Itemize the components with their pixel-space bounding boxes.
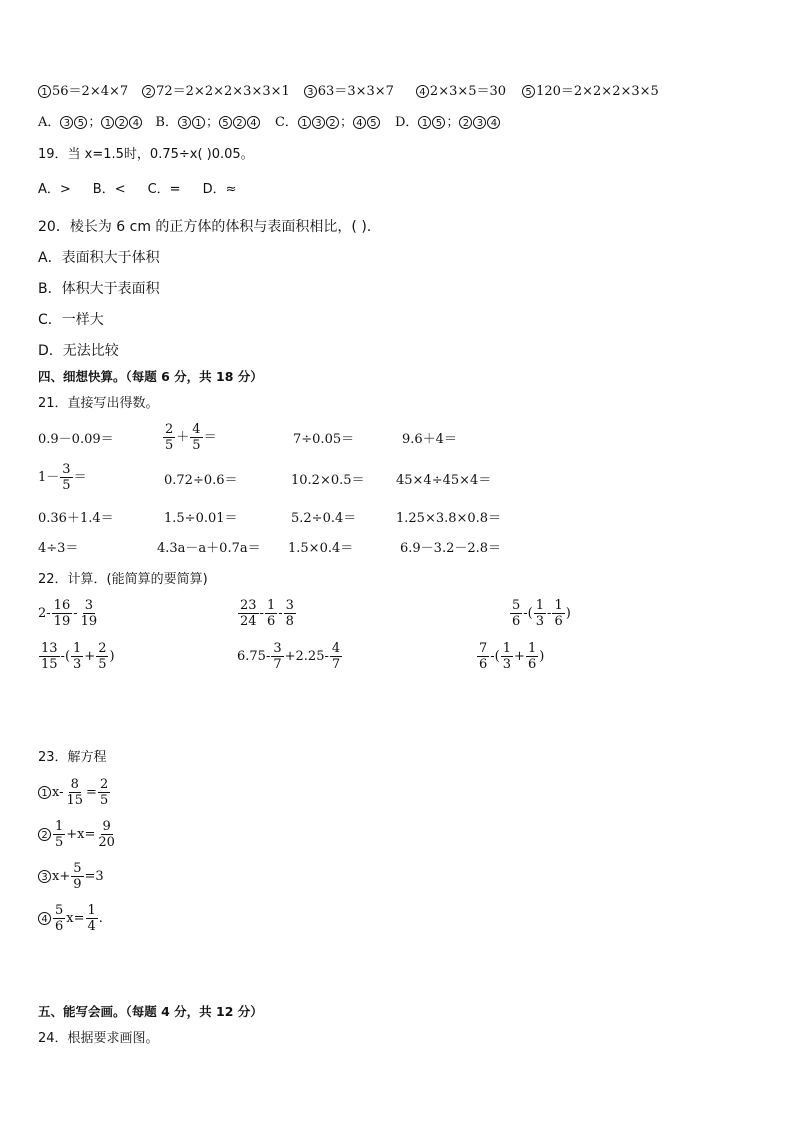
q18-statements xyxy=(38,85,659,98)
fraction: $\frac{5}{6}$ xyxy=(512,598,521,629)
fraction: $\frac{4}{5}$ xyxy=(192,422,201,453)
fraction: $\frac{9}{20}$ xyxy=(98,819,115,850)
fraction: $\frac{1}{6}$ xyxy=(527,641,537,672)
q21-r3-a: 0.36＋1.4＝ xyxy=(38,511,114,526)
fraction: $\frac{1}{3}$ xyxy=(73,641,82,672)
q21-r2-d: 45×4÷45×4＝ xyxy=(396,473,492,488)
q22-expr-3: $\frac{5}{6}$ -( $\frac{1}{3}$ - $\frac{1}{6}$ ) xyxy=(512,598,571,629)
q21-r1-d: 9.6＋4＝ xyxy=(402,432,457,447)
q22-expr-2: $\frac{23}{24}$ - $\frac{1}{6}$ - $\frac{3}{8}$ xyxy=(240,598,294,629)
q21-r3-d: 1.25×3.8×0.8＝ xyxy=(396,511,502,526)
q24-stem: 24．根据要求画图。 xyxy=(38,1031,159,1046)
q21-stem: 21．直接写出得数。 xyxy=(38,396,159,411)
q23-eq-1: 1 x- $\frac{8}{15}$ = $\frac{2}{5}$ xyxy=(38,777,111,808)
q23-stem: 23．解方程 xyxy=(38,750,107,765)
fraction: $\frac{3}{5}$ xyxy=(62,462,71,493)
q21-r2-c: 10.2×0.5＝ xyxy=(291,473,365,488)
q18-statement-1: 1 56＝2×4×7 xyxy=(38,85,128,98)
fraction: $\frac{5}{9}$ xyxy=(73,861,82,892)
q22-expr-4: $\frac{13}{15}$ -( $\frac{1}{3}$ + $\frac{2}{5}$ ) xyxy=(41,641,115,672)
fraction: $\frac{2}{5}$ xyxy=(165,422,174,453)
q18-statement-5: 5 120＝2×2×2×3×5 xyxy=(522,85,659,98)
fraction: $\frac{1}{3}$ xyxy=(535,598,545,629)
q22-stem: 22．计算．(能简算的要简算) xyxy=(38,572,208,587)
fraction: $\frac{4}{7}$ xyxy=(331,641,341,672)
q19-option-c[interactable]: C．= xyxy=(147,182,181,197)
fraction: $\frac{13}{15}$ xyxy=(41,641,58,672)
q21-r4-d: 6.9－3.2－2.8＝ xyxy=(400,541,502,556)
q18-options xyxy=(38,116,501,129)
q19-option-a[interactable]: A．> xyxy=(38,182,71,197)
fraction: $\frac{2}{5}$ xyxy=(98,641,107,672)
q21-r1-b: $\frac{2}{5}$ ＋ $\frac{4}{5}$ ＝ xyxy=(165,422,217,453)
q23-eq-4: 4 $\frac{5}{6}$ x= $\frac{1}{4}$ . xyxy=(38,903,103,934)
fraction: $\frac{1}{6}$ xyxy=(554,598,563,629)
q18-option-c[interactable]: C． 1 3 2 ； 4 5 xyxy=(275,116,381,129)
q21-r3-c: 5.2÷0.4＝ xyxy=(291,511,357,526)
fraction: $\frac{1}{6}$ xyxy=(266,598,276,629)
q20-option-d[interactable]: D．无法比较 xyxy=(38,343,119,359)
q23-eq-3: 3 x+ $\frac{5}{9}$ =3 xyxy=(38,861,104,892)
q22-expr-6: $\frac{7}{6}$ -( $\frac{1}{3}$ + $\frac{1}{6}$ ) xyxy=(479,641,545,672)
q23-eq-2: 2 $\frac{1}{5}$ +x= $\frac{9}{20}$ xyxy=(38,819,118,850)
fraction: $\frac{16}{19}$ xyxy=(53,598,71,629)
q20-option-c[interactable]: C．一样大 xyxy=(38,312,104,328)
fraction: $\frac{3}{19}$ xyxy=(80,598,98,629)
fraction: $\frac{1}{5}$ xyxy=(55,819,64,850)
q18-statement-4: 4 2×3×5＝30 xyxy=(416,85,506,98)
q18-option-d[interactable]: D． 1 5 ； 2 3 4 xyxy=(395,116,501,129)
q21-r4-b: 4.3a－a＋0.7a＝ xyxy=(157,541,261,556)
section-4-title: 四、细想快算。（每题 6 分，共 18 分） xyxy=(38,369,263,384)
q21-r4-c: 1.5×0.4＝ xyxy=(288,541,354,556)
fraction: $\frac{3}{8}$ xyxy=(285,598,294,629)
q20-option-a[interactable]: A．表面积大于体积 xyxy=(38,250,160,266)
q21-r2-b: 0.72÷0.6＝ xyxy=(164,473,238,488)
q21-r4-a: 4÷3＝ xyxy=(38,541,79,556)
q21-r2-a: 1－ $\frac{3}{5}$ ＝ xyxy=(38,462,87,493)
q20-stem: 20．棱长为 6 cm 的正方体的体积与表面积相比，( ). xyxy=(38,219,372,235)
q21-r1-c: 7÷0.05＝ xyxy=(293,432,355,447)
fraction: $\frac{5}{6}$ xyxy=(55,903,64,934)
q18-option-b[interactable]: B． 3 1 ； 5 2 4 xyxy=(155,116,261,129)
fraction: $\frac{1}{3}$ xyxy=(502,641,512,672)
fraction: $\frac{1}{4}$ xyxy=(87,903,96,934)
q19-options xyxy=(38,183,237,196)
fraction: $\frac{7}{6}$ xyxy=(479,641,488,672)
q18-statement-3: 3 63＝3×3×7 xyxy=(304,85,394,98)
q18-statement-2: 2 72＝2×2×2×3×3×1 xyxy=(142,85,290,98)
q21-r1-a: 0.9－0.09＝ xyxy=(38,432,114,447)
q22-expr-5: 6.75- $\frac{3}{7}$ +2.25- $\frac{4}{7}$ xyxy=(237,641,341,672)
q19-stem: 19．当 x=1.5时，0.75÷x( )0.05。 xyxy=(38,147,254,162)
fraction: $\frac{2}{5}$ xyxy=(99,777,109,808)
section-5-title: 五、能写会画。（每题 4 分，共 12 分） xyxy=(38,1004,263,1019)
q19-option-d[interactable]: D．≈ xyxy=(202,182,237,197)
fraction: $\frac{8}{15}$ xyxy=(66,777,84,808)
q22-expr-1: 2- $\frac{16}{19}$ - $\frac{3}{19}$ xyxy=(38,598,98,629)
q19-option-b[interactable]: B．< xyxy=(92,182,126,197)
q21-r3-b: 1.5÷0.01＝ xyxy=(164,511,238,526)
q18-option-a[interactable]: A． 3 5 ； 1 2 4 xyxy=(38,116,143,129)
q20-option-b[interactable]: B．体积大于表面积 xyxy=(38,281,160,297)
fraction: $\frac{3}{7}$ xyxy=(273,641,282,672)
fraction: $\frac{23}{24}$ xyxy=(240,598,257,629)
